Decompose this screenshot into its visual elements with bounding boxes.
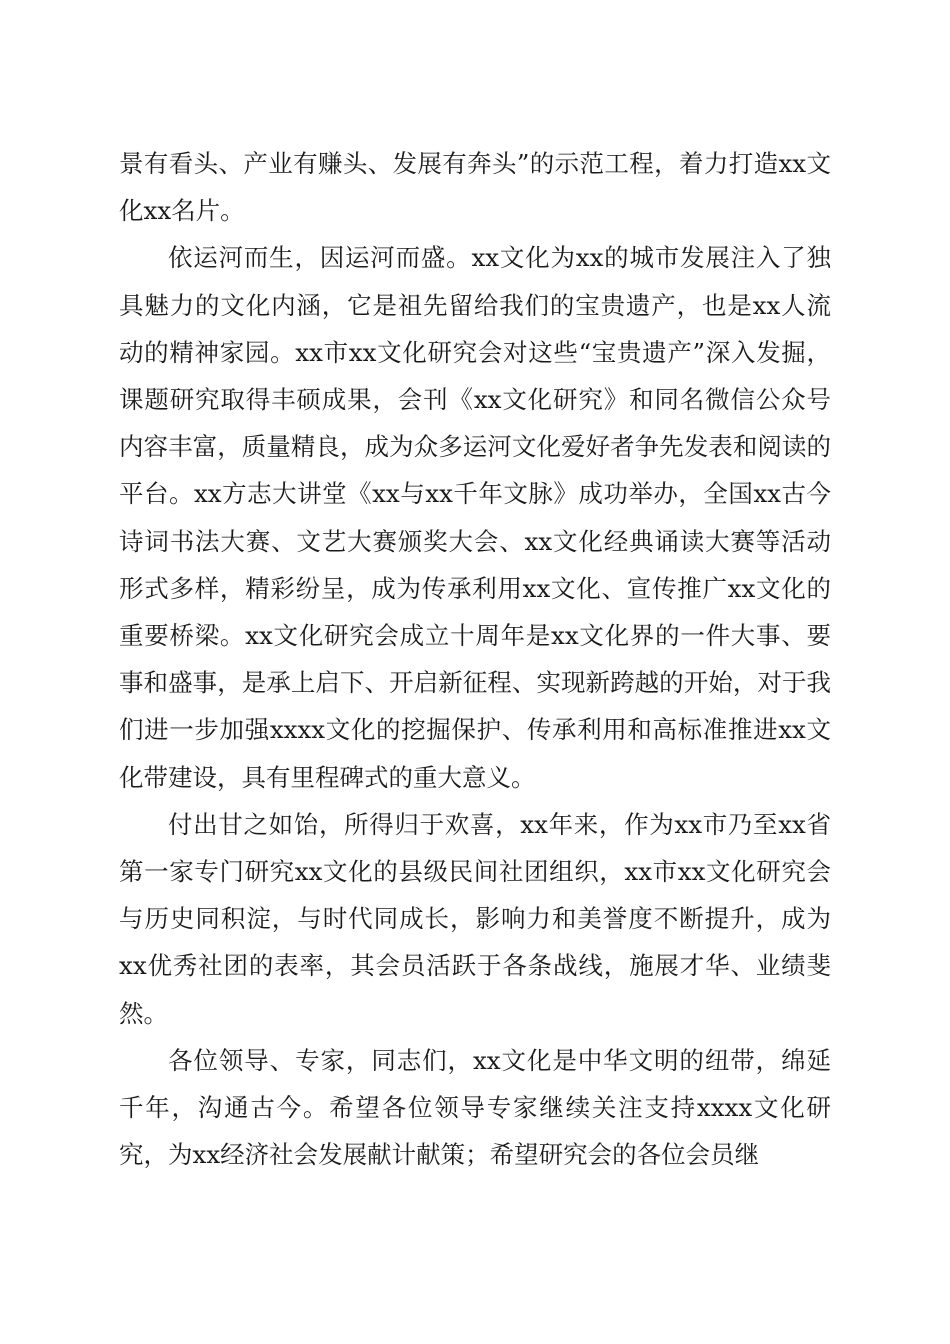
paragraph-closing-wishes: 各位领导、专家，同志们，xx文化是中华文明的纽带，绵延千年，沟通古今。希望各位领导专家继续关注支持xxxx文化研究，为xx经济社会发展献计献策；希望研究会的各位会员继 bbox=[119, 1045, 831, 1170]
paragraph-grand-canal-heritage: 依运河而生，因运河而盛。xx文化为xx的城市发展注入了独具魅力的文化内涵，它是祖先留给我们的宝贵遗产，也是xx人流动的精神家园。xx市xx文化研究会对这些“宝贵遗产”深入发掘，课题研究取得丰硕成果，会刊《xx文化研究》和同名微信公众号内容丰富，质量精良，成为众多运河文化爱好者争先发表和阅读的平台。xx方志大讲堂《xx与xx千年文脉》成功举办，全国xx古今诗词书法大赛、文艺大赛颁奖大会、xx文化经典诵读大赛等活动形式多样，精彩纷呈，成为传承利用xx文化、宣传推广xx文化的重要桥梁。xx文化研究会成立十周年是xx文化界的一件大事、要事和盛事，是承上启下、开启新征程、实现新跨越的开始，对于我们进一步加强xxxx文化的挖掘保护、传承利用和高标准推进xx文化带建设，具有里程碑式的重大意义。 bbox=[119, 243, 831, 792]
paragraph-research-society-growth: 付出甘之如饴，所得归于欢喜，xx年来，作为xx市乃至xx省第一家专门研究xx文化的县级民间社团组织，xx市xx文化研究会与历史同积淀，与时代同成长，影响力和美誉度不断提升，成为xx优秀社团的表率，其会员活跃于各条战线，施展才华、业绩斐然。 bbox=[119, 809, 831, 1028]
paragraph-continued: 景有看头、产业有赚头、发展有奔头”的示范工程，着力打造xx文化xx名片。 bbox=[119, 149, 831, 226]
document-body bbox=[119, 140, 831, 1178]
